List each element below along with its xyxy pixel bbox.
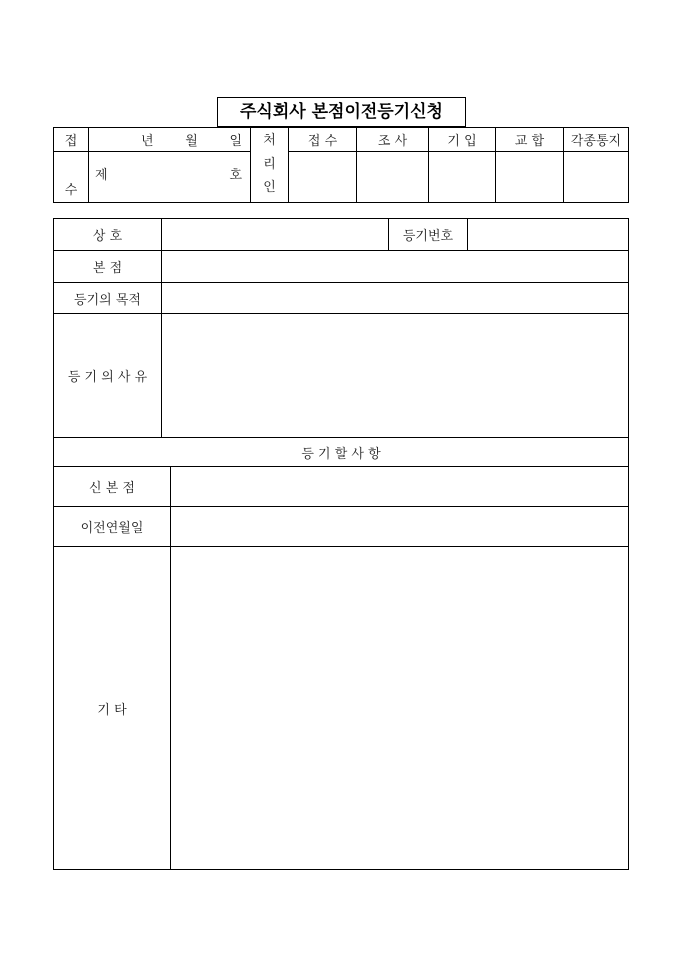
reception-label-bottom: 수 — [54, 152, 89, 203]
step-notice-stamp[interactable] — [564, 152, 629, 203]
cause-label: 등 기 의 사 유 — [54, 314, 162, 438]
relocation-date-label: 이전연월일 — [54, 507, 171, 547]
step-receive-header: 접 수 — [289, 128, 357, 152]
step-entry-stamp[interactable] — [429, 152, 496, 203]
day-label: 일 — [229, 134, 242, 149]
head-office-label: 본 점 — [54, 251, 162, 283]
processor-cell — [251, 128, 289, 203]
other-field[interactable] — [171, 547, 629, 870]
relocation-date-field[interactable] — [171, 507, 629, 547]
year-label: 년 — [141, 134, 154, 149]
processor-char-1: 처 — [263, 133, 276, 148]
cause-field[interactable] — [162, 314, 629, 438]
company-info-table — [53, 218, 629, 467]
step-entry-header: 기 입 — [429, 128, 496, 152]
step-receive-stamp[interactable] — [289, 152, 357, 203]
reception-date-cell[interactable] — [89, 128, 251, 152]
trade-name-field[interactable] — [162, 219, 389, 251]
registration-number-label: 등기번호 — [389, 219, 468, 251]
new-head-office-label: 신 본 점 — [54, 467, 171, 507]
number-prefix: 제 — [95, 167, 108, 183]
processor-char-3: 인 — [263, 180, 276, 195]
reception-label-top: 접 — [54, 128, 89, 152]
step-notice-header: 각종통지 — [564, 128, 629, 152]
registration-details-table — [53, 466, 629, 870]
section-header: 등 기 할 사 항 — [54, 438, 629, 467]
form-title: 주식회사 본점이전등기신청 — [217, 97, 466, 127]
step-review-stamp[interactable] — [357, 152, 429, 203]
processor-char-2: 리 — [263, 156, 276, 172]
step-verify-stamp[interactable] — [496, 152, 564, 203]
trade-name-label: 상 호 — [54, 219, 162, 251]
step-review-header: 조 사 — [357, 128, 429, 152]
other-label: 기 타 — [54, 547, 171, 870]
reception-table — [53, 127, 629, 203]
purpose-label: 등기의 목적 — [54, 283, 162, 314]
head-office-field[interactable] — [162, 251, 629, 283]
month-label: 월 — [185, 134, 198, 149]
new-head-office-field[interactable] — [171, 467, 629, 507]
registration-number-field[interactable] — [468, 219, 629, 251]
number-suffix: 호 — [229, 167, 242, 183]
reception-number-cell[interactable] — [89, 152, 251, 203]
purpose-field[interactable] — [162, 283, 629, 314]
step-verify-header: 교 합 — [496, 128, 564, 152]
